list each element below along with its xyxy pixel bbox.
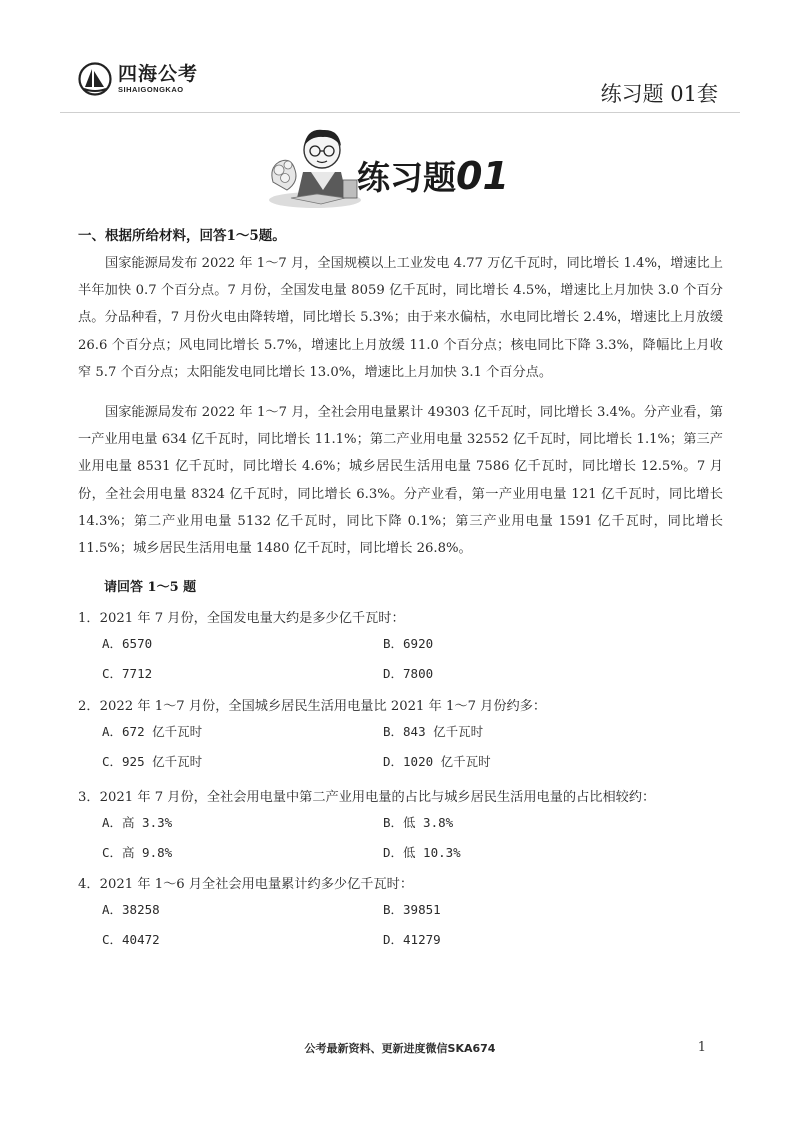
- option-d[interactable]: D．1020 亿千瓦时: [383, 754, 491, 769]
- option-b[interactable]: B．843 亿千瓦时: [383, 724, 484, 739]
- page-title-number: 01: [456, 154, 509, 198]
- question-item: [78, 697, 738, 777]
- question-item: [78, 609, 738, 689]
- question-stem: 2．2022 年 1～7 月份，全国城乡居民生活用电量比 2021 年 1～7 月份约多：: [78, 699, 547, 714]
- option-a[interactable]: A．6570: [102, 636, 153, 651]
- option-d[interactable]: D．7800: [383, 666, 434, 681]
- question-stem: 4．2021 年 1～6 月全社会用电量累计约多少亿千瓦时：: [78, 877, 414, 892]
- header-divider: [60, 112, 740, 113]
- option-b[interactable]: B．39851: [383, 902, 441, 917]
- sailboat-logo-icon: [78, 62, 112, 96]
- option-b[interactable]: B．低 3.8%: [383, 815, 454, 830]
- option-a[interactable]: A．672 亿千瓦时: [102, 724, 203, 739]
- option-d[interactable]: D．41279: [383, 932, 441, 947]
- footer-note: 公考最新资料、更新进度微信SKA674: [304, 1042, 496, 1055]
- title-banner: [265, 120, 525, 210]
- option-a[interactable]: A．38258: [102, 902, 160, 917]
- option-c[interactable]: C．925 亿千瓦时: [102, 754, 203, 769]
- logo-name: 四海公考: [118, 63, 199, 85]
- question-item: [78, 788, 738, 868]
- material-paragraph: 国家能源局发布 2022 年 1～7 月，全国规模以上工业发电 4.77 万亿千瓦时，同比增长 1.4%，增速比上半年加快 0.7 个百分点。7 月份，全国发电量 8059 亿千瓦时，同比增长 4.5%，增速比上月加快 3.0 个百分点。分品种看，7 月份火电由降转增，同比增长 5.3%；由于来水偏枯，水电同比增长 2.4%，增速比上月放缓 26.6 个百分点；风电同比增长 5.7%，增速比上月放缓 11.0 个百分点；核电同比下降 3.3%，降幅比上月收窄 5.7 个百分点；太阳能发电同比增长 13.0%，增速比上月加快 3.1 个百分点。: [78, 256, 723, 380]
- question-stem: 1．2021 年 7 月份，全国发电量大约是多少亿千瓦时：: [78, 611, 405, 626]
- exercise-set-label: 练习题 01套: [600, 82, 718, 106]
- question-stem: 3．2021 年 7 月份，全社会用电量中第二产业用电量的占比与城乡居民生活用电量的占比相较约：: [78, 790, 656, 805]
- section-heading: 一、根据所给材料，回答1～5题。: [78, 228, 286, 244]
- brand-logo: [78, 62, 198, 96]
- page-title-text: 练习题: [357, 158, 456, 197]
- material-paragraph: 国家能源局发布 2022 年 1～7 月，全社会用电量累计 49303 亿千瓦时，同比增长 3.4%。分产业看，第一产业用电量 634 亿千瓦时，同比增长 11.1%；第二产业用电量 32552 亿千瓦时，同比增长 1.1%；第三产业用电量 8531 亿千瓦时，同比增长 4.6%；城乡居民生活用电量 7586 亿千瓦时，同比增长 12.5%。7 月份，全社会用电量 8324 亿千瓦时，同比增长 6.3%。分产业看，第一产业用电量 121 亿千瓦时，同比增长 14.3%；第二产业用电量 5132 亿千瓦时，同比下降 0.1%；第三产业用电量 1591 亿千瓦时，同比增长 11.5%；城乡居民生活用电量 1480 亿千瓦时，同比增长 26.8%。: [78, 405, 723, 557]
- option-c[interactable]: C．40472: [102, 932, 160, 947]
- option-a[interactable]: A．高 3.3%: [102, 815, 173, 830]
- page-number: 1: [697, 1040, 706, 1055]
- page-title: [357, 152, 509, 199]
- option-b[interactable]: B．6920: [383, 636, 434, 651]
- option-c[interactable]: C．7712: [102, 666, 153, 681]
- option-d[interactable]: D．低 10.3%: [383, 845, 461, 860]
- question-sub-heading: 请回答 1～5 题: [104, 580, 197, 595]
- question-item: [78, 875, 738, 955]
- cartoon-scholar-icon: [265, 120, 365, 210]
- option-c[interactable]: C．高 9.8%: [102, 845, 173, 860]
- logo-pinyin: SIHAIGONGKAO: [118, 85, 184, 94]
